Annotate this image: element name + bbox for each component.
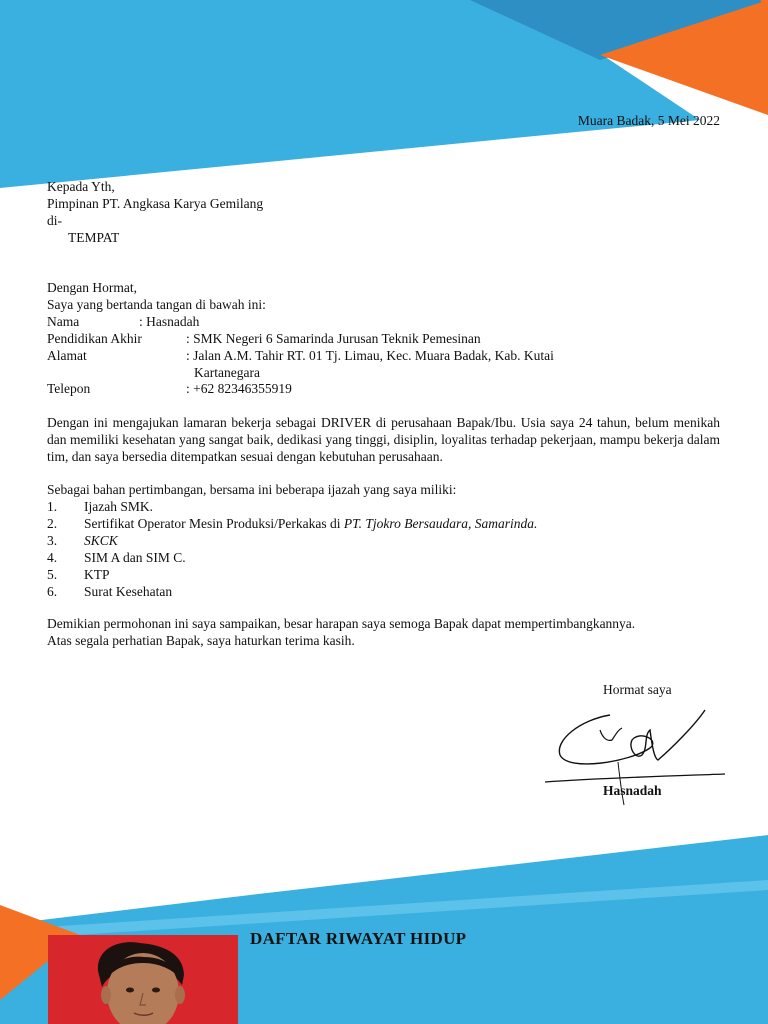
signer-name: Hasnadah bbox=[603, 783, 662, 798]
field-education bbox=[47, 330, 481, 347]
field-address bbox=[47, 347, 554, 364]
closing-line: Demikian permohonan ini saya sampaikan, besar harapan saya semoga Bapak dapat mempertimbangkannya. bbox=[47, 616, 636, 631]
list-item-text bbox=[84, 549, 186, 566]
list-item-plain-text: KTP bbox=[84, 567, 110, 582]
field-name bbox=[47, 313, 200, 330]
list-item-plain-text: SIM A dan SIM C. bbox=[84, 550, 186, 565]
list-item-number: 5. bbox=[47, 567, 58, 582]
recipient-line: TEMPAT bbox=[68, 230, 120, 245]
list-item-text bbox=[84, 583, 172, 600]
letter-date: Muara Badak, 5 Mei 2022 bbox=[577, 113, 720, 128]
list-item-plain-text: Surat Kesehatan bbox=[84, 584, 173, 599]
list-item-number: 6. bbox=[47, 584, 58, 599]
list-item-text bbox=[84, 566, 110, 583]
list-item-number: 3. bbox=[47, 533, 58, 548]
intro-line: Saya yang bertanda tangan di bawah ini: bbox=[47, 297, 266, 312]
attachments-intro: Sebagai bahan pertimbangan, bersama ini beberapa ijazah yang saya miliki: bbox=[47, 482, 457, 497]
field-value: : SMK Negeri 6 Samarinda Jurusan Teknik Pemesinan bbox=[186, 331, 481, 346]
list-item-italic-text: SKCK bbox=[84, 533, 118, 548]
recipient-line: Pimpinan PT. Angkasa Karya Gemilang bbox=[47, 196, 264, 211]
field-phone bbox=[47, 380, 292, 397]
list-item-text bbox=[84, 498, 153, 515]
field-value: : Jalan A.M. Tahir RT. 01 Tj. Limau, Kec. Muara Badak, Kab. Kutai bbox=[186, 348, 554, 363]
recipient-line: di- bbox=[47, 213, 62, 228]
recipient-block bbox=[47, 178, 263, 246]
greeting: Dengan Hormat, bbox=[47, 280, 137, 295]
field-value: : +62 82346355919 bbox=[186, 381, 292, 396]
list-item-number: 4. bbox=[47, 550, 58, 565]
list-item-italic-text: PT. Tjokro Bersaudara, Samarinda. bbox=[343, 516, 538, 531]
greeting-block bbox=[47, 279, 266, 313]
field-label: Telepon bbox=[47, 381, 91, 396]
closing-line: Atas segala perhatian Bapak, saya haturkan terima kasih. bbox=[47, 633, 355, 648]
field-value: Kartanegara bbox=[194, 365, 260, 380]
sign-off: Hormat saya bbox=[603, 682, 672, 697]
list-item-plain-text: Sertifikat Operator Mesin Produksi/Perkakas di bbox=[84, 516, 344, 531]
field-value: : Hasnadah bbox=[139, 314, 200, 329]
person-photo bbox=[48, 935, 238, 1024]
profile-photo bbox=[48, 935, 238, 1024]
field-label: Nama bbox=[47, 314, 80, 329]
body-paragraph: Dengan ini mengajukan lamaran bekerja sebagai DRIVER di perusahaan Bapak/Ibu. Usia saya 24 tahun, belum menikah dan memiliki kesehatan yang sangat baik, dedikasi yang tinggi, disiplin, loyalitas terhadap pekerjaan, mampu bekerja dalam tim, dan saya bersedia ditempatkan sesuai dengan kebutuhan perusahaan. bbox=[47, 415, 720, 464]
field-label: Alamat bbox=[47, 348, 87, 363]
list-item-text bbox=[84, 532, 118, 549]
list-item-plain-text: Ijazah SMK. bbox=[84, 499, 153, 514]
recipient-line: Kepada Yth, bbox=[47, 179, 115, 194]
list-item-number: 1. bbox=[47, 499, 58, 514]
list-item-number: 2. bbox=[47, 516, 58, 531]
cv-title: DAFTAR RIWAYAT HIDUP bbox=[250, 929, 467, 948]
field-label: Pendidikan Akhir bbox=[47, 331, 142, 346]
list-item-text bbox=[84, 515, 537, 532]
